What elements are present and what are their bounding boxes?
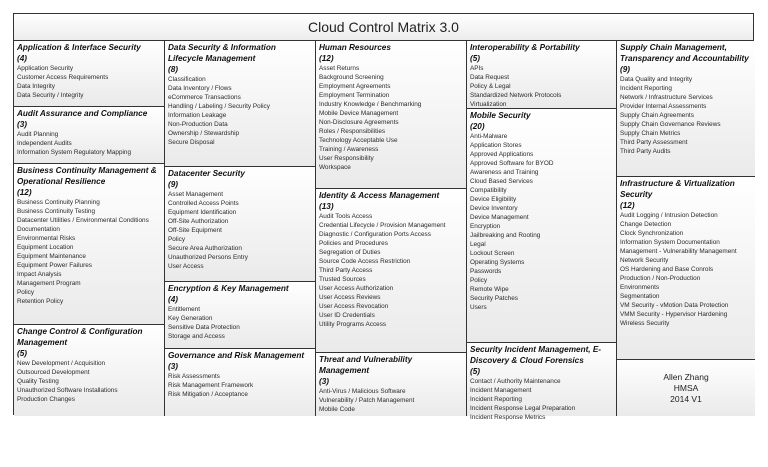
domain-title: Human Resources xyxy=(319,43,391,52)
control-item: Encryption xyxy=(470,223,501,230)
control-item: Secure Area Authorization xyxy=(168,245,242,252)
control-item: Secure Disposal xyxy=(168,139,215,146)
control-item: Asset Management xyxy=(168,191,224,198)
control-item: Supply Chain Agreements xyxy=(620,112,694,119)
control-item: Utility Programs Access xyxy=(319,321,387,328)
control-item: Data Security / Integrity xyxy=(17,92,84,99)
control-item: Risk Management Framework xyxy=(168,382,254,389)
domain-cell xyxy=(14,107,165,164)
domain-cell xyxy=(467,109,617,343)
control-list xyxy=(168,190,312,271)
control-item: Application Security xyxy=(17,65,74,72)
control-item: Equipment Maintenance xyxy=(17,253,86,260)
control-item: Information System Regulatory Mapping xyxy=(17,149,132,156)
domain-cell xyxy=(316,353,467,416)
control-item: Incident Management xyxy=(470,387,532,394)
control-item: Policy xyxy=(168,236,186,243)
control-item: Supply Chain Metrics xyxy=(620,130,681,137)
control-count: (12) xyxy=(17,188,32,197)
control-count: (4) xyxy=(168,295,179,304)
control-item: Classification xyxy=(168,76,206,83)
control-item: Workspace xyxy=(319,164,351,171)
control-item: User Access Revocation xyxy=(319,303,389,310)
control-item: Legal xyxy=(470,241,486,248)
page-title: Cloud Control Matrix 3.0 xyxy=(14,14,753,41)
control-count: (8) xyxy=(168,65,179,74)
domain-title: Infrastructure & Virtualization Security xyxy=(620,179,735,199)
control-count: (3) xyxy=(319,377,330,386)
control-count: (12) xyxy=(319,54,334,63)
control-item: Diagnostic / Configuration Ports Access xyxy=(319,231,431,238)
control-item: Controlled Access Points xyxy=(168,200,239,207)
control-item: Asset Returns xyxy=(319,65,360,72)
control-item: User Responsibility xyxy=(319,155,374,162)
control-item: Employment Termination xyxy=(319,92,390,99)
control-item: Awareness and Training xyxy=(470,169,539,176)
control-item: Segregation of Duties xyxy=(319,249,381,256)
control-item: User Access xyxy=(168,263,204,270)
control-item: Mobile Device Management xyxy=(319,110,399,117)
domain-cell xyxy=(165,41,316,167)
control-item: Sensitive Data Protection xyxy=(168,324,240,331)
control-item: Application Stores xyxy=(470,142,522,149)
control-item: Information System Documentation xyxy=(620,239,720,246)
control-item: Policy xyxy=(17,289,35,296)
domain-title: Datacenter Security xyxy=(168,169,245,178)
domain-title: Encryption & Key Management xyxy=(168,284,289,293)
control-item: Non-Production Data xyxy=(168,121,228,128)
control-item: Information Leakage xyxy=(168,112,227,119)
control-item: Training / Awareness xyxy=(319,146,379,153)
control-item: Network / Infrastructure Services xyxy=(620,94,713,101)
control-item: Storage and Access xyxy=(168,333,225,340)
domain-cell xyxy=(165,282,316,349)
control-count: (5) xyxy=(470,367,481,376)
domain-title: Governance and Risk Management xyxy=(168,351,305,360)
domain-cell xyxy=(14,325,165,416)
control-list xyxy=(17,359,161,404)
control-item: Risk Mitigation / Acceptance xyxy=(168,391,248,398)
control-item: Unauthorized Software Installations xyxy=(17,387,118,394)
control-item: Environments xyxy=(620,284,660,291)
domain-title: Data Security & Information Lifecycle Management xyxy=(168,43,276,63)
control-item: Management Program xyxy=(17,280,81,287)
control-item: Equipment Power Failures xyxy=(17,262,92,269)
domain-cell xyxy=(165,349,316,416)
control-item: Device Inventory xyxy=(470,205,518,212)
control-item: Device Eligibility xyxy=(470,196,517,203)
control-item: Employment Agreements xyxy=(319,83,391,90)
control-item: Source Code Access Restriction xyxy=(319,258,411,265)
domain-title: Security Incident Management, E-Discovery & Cloud Forensics xyxy=(470,345,602,365)
author-org: HMSA xyxy=(673,383,699,393)
control-item: User Access Reviews xyxy=(319,294,381,301)
domain-title: Mobile Security xyxy=(470,111,531,120)
control-list xyxy=(620,75,752,156)
control-item: Outsourced Development xyxy=(17,369,90,376)
control-item: New Development / Acquisition xyxy=(17,360,106,367)
control-item: Incident Response Legal Preparation xyxy=(470,405,576,412)
control-item: Management - Vulnerability Management xyxy=(620,248,737,255)
control-item: Approved Software for BYOD xyxy=(470,160,554,167)
control-item: Lockout Screen xyxy=(470,250,515,257)
matrix-frame xyxy=(13,13,754,421)
control-item: Off-Site Equipment xyxy=(168,227,222,234)
control-item: Documentation xyxy=(17,226,60,233)
control-list xyxy=(620,211,752,328)
control-item: Roles / Responsibilities xyxy=(319,128,386,135)
control-item: Third Party Assessment xyxy=(620,139,688,146)
control-item: Virtualization xyxy=(470,101,507,108)
domain-cell xyxy=(14,41,165,107)
control-item: Wireless Security xyxy=(620,320,670,327)
control-item: Equipment Location xyxy=(17,244,74,251)
control-count: (12) xyxy=(620,201,635,210)
domain-title: Threat and Vulnerability Management xyxy=(319,355,413,375)
control-item: Background Screening xyxy=(319,74,384,81)
control-item: Policies and Procedures xyxy=(319,240,388,247)
control-item: Contact / Authority Maintenance xyxy=(470,378,561,385)
control-item: User Access Authorization xyxy=(319,285,394,292)
control-item: Incident Response Metrics xyxy=(470,414,546,421)
control-list xyxy=(168,305,312,341)
control-item: eCommerce Transactions xyxy=(168,94,241,101)
control-list xyxy=(319,212,463,329)
control-item: Third Party Access xyxy=(319,267,373,274)
control-item: Passwords xyxy=(470,268,502,275)
control-item: Users xyxy=(470,304,487,311)
control-count: (3) xyxy=(168,362,179,371)
domain-cell xyxy=(14,164,165,325)
control-item: Trusted Sources xyxy=(319,276,366,283)
control-list xyxy=(17,64,161,100)
control-count: (9) xyxy=(620,65,631,74)
domain-cell xyxy=(467,41,617,109)
control-item: Audit Tools Access xyxy=(319,213,373,220)
domain-title: Supply Chain Management, Transparency and Accountability xyxy=(620,43,749,63)
control-item: VM Security - vMotion Data Protection xyxy=(620,302,729,309)
control-list xyxy=(168,75,312,147)
control-item: Vulnerability / Patch Management xyxy=(319,397,415,404)
control-item: Independent Audits xyxy=(17,140,72,147)
control-item: Ownership / Stewardship xyxy=(168,130,240,137)
control-item: Jailbreaking and Rooting xyxy=(470,232,541,239)
domain-title: Business Continuity Management & Operational Resilience xyxy=(17,166,157,186)
control-item: Technology Acceptable Use xyxy=(319,137,398,144)
control-count: (5) xyxy=(17,349,28,358)
domain-title: Application & Interface Security xyxy=(17,43,141,52)
control-item: Customer Access Requirements xyxy=(17,74,109,81)
control-item: Segmentation xyxy=(620,293,660,300)
control-item: Production / Non-Production xyxy=(620,275,701,282)
control-count: (4) xyxy=(17,54,28,63)
control-item: Clock Synchronization xyxy=(620,230,684,237)
domain-cell xyxy=(316,189,467,353)
control-item: Business Continuity Planning xyxy=(17,199,100,206)
control-count: (13) xyxy=(319,202,334,211)
control-item: Non-Disclosure Agreements xyxy=(319,119,399,126)
control-item: Environmental Risks xyxy=(17,235,76,242)
control-item: Mobile Code xyxy=(319,406,355,413)
control-item: Device Management xyxy=(470,214,529,221)
control-item: Data Inventory / Flows xyxy=(168,85,232,92)
control-item: Standardized Network Protocols xyxy=(470,92,562,99)
control-list xyxy=(470,377,613,422)
control-list xyxy=(319,64,463,172)
control-item: Incident Reporting xyxy=(620,85,672,92)
control-item: Policy & Legal xyxy=(470,83,511,90)
control-item: Risk Assessments xyxy=(168,373,220,380)
control-list xyxy=(470,64,613,109)
author-block xyxy=(617,360,755,416)
control-item: Cloud Based Services xyxy=(470,178,533,185)
control-count: (3) xyxy=(17,120,28,129)
control-count: (20) xyxy=(470,122,485,131)
control-item: Entitlement xyxy=(168,306,200,313)
domain-title: Change Control & Configuration Management xyxy=(17,327,143,347)
control-list xyxy=(168,372,312,399)
control-item: Remote Wipe xyxy=(470,286,509,293)
domain-title: Audit Assurance and Compliance xyxy=(17,109,148,118)
author-version: 2014 V1 xyxy=(670,394,702,404)
control-item: Quality Testing xyxy=(17,378,59,385)
domain-cell xyxy=(467,343,617,421)
domain-title: Identity & Access Management xyxy=(319,191,440,200)
control-item: Anti-Malware xyxy=(470,133,508,140)
control-list xyxy=(17,198,161,306)
control-item: Impact Analysis xyxy=(17,271,62,278)
control-item: Audit Planning xyxy=(17,131,59,138)
control-count: (9) xyxy=(168,180,179,189)
control-item: OS Hardening and Base Conrols xyxy=(620,266,714,273)
control-item: Off-Site Authorization xyxy=(168,218,229,225)
control-item: Business Continuity Testing xyxy=(17,208,96,215)
control-item: Anti-Virus / Malicious Software xyxy=(319,388,406,395)
author-name: Allen Zhang xyxy=(663,372,709,382)
control-list xyxy=(17,130,161,157)
control-item: Operating Systems xyxy=(470,259,525,266)
control-item: Compatibility xyxy=(470,187,507,194)
control-item: APIs xyxy=(470,65,484,72)
control-list xyxy=(470,132,613,312)
control-item: Industry Knowledge / Benchmarking xyxy=(319,101,422,108)
control-count: (5) xyxy=(470,54,481,63)
control-item: Unauthorized Persons Entry xyxy=(168,254,248,261)
control-item: Data Quality and Integrity xyxy=(620,76,693,83)
control-item: Network Security xyxy=(620,257,669,264)
control-item: Datacenter Utilities / Environmental Conditions xyxy=(17,217,149,224)
control-item: Retention Policy xyxy=(17,298,64,305)
control-item: Policy xyxy=(470,277,488,284)
domain-cell xyxy=(316,41,467,189)
control-item: Handling / Labeling / Security Policy xyxy=(168,103,270,110)
control-item: VMM Security - Hypervisor Hardening xyxy=(620,311,728,318)
control-item: Data Request xyxy=(470,74,510,81)
domain-cell xyxy=(617,41,755,177)
domain-cell xyxy=(617,177,755,360)
domain-cell xyxy=(165,167,316,282)
control-item: Key Generation xyxy=(168,315,213,322)
control-item: Incident Reporting xyxy=(470,396,522,403)
control-item: Supply Chain Governance Reviews xyxy=(620,121,721,128)
control-item: Third Party Audits xyxy=(620,148,671,155)
control-item: Data Integrity xyxy=(17,83,56,90)
control-item: Change Detection xyxy=(620,221,672,228)
control-item: Credential Lifecycle / Provision Management xyxy=(319,222,446,229)
control-list xyxy=(319,387,463,414)
control-item: Approved Applications xyxy=(470,151,534,158)
domain-title: Interoperability & Portability xyxy=(470,43,580,52)
control-item: Audit Logging / Intrusion Detection xyxy=(620,212,718,219)
control-item: Provider Internal Assessments xyxy=(620,103,707,110)
control-item: Security Patches xyxy=(470,295,518,302)
control-item: Production Changes xyxy=(17,396,75,403)
control-item: User ID Credentials xyxy=(319,312,375,319)
control-item: Equipment Identification xyxy=(168,209,237,216)
